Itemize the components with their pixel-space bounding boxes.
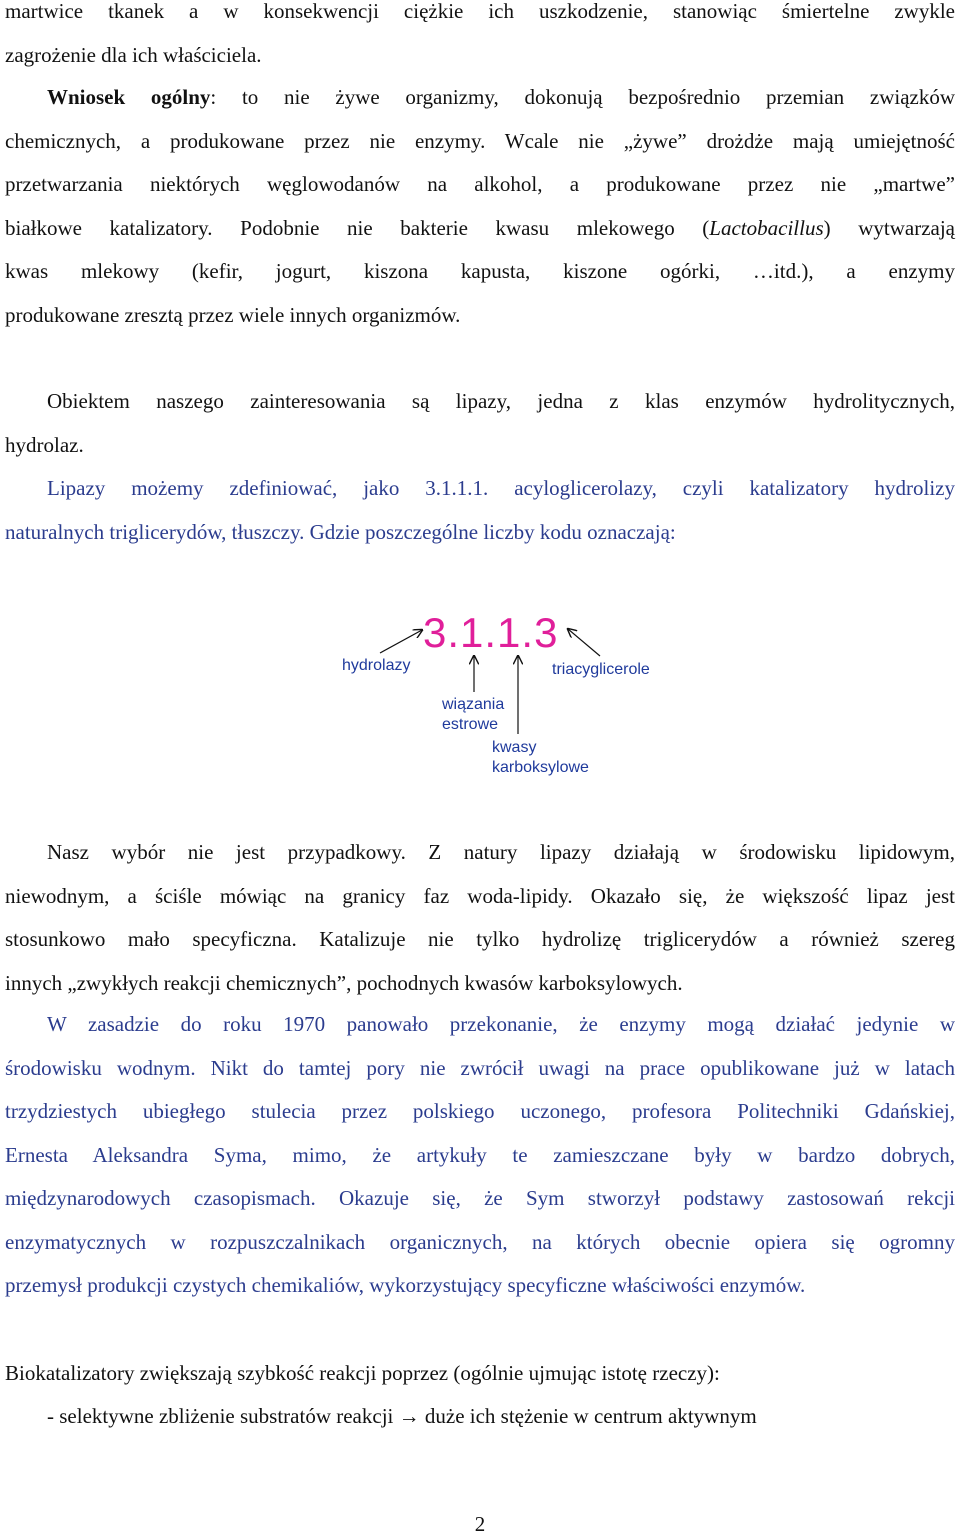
text-line: przetwarzania niektórych węglowodanów na alkohol, a produkowane przez nie „martwe” (5, 172, 955, 196)
text-fragment: : to nie żywe organizmy, dokonują bezpośrednio przemian związków (210, 85, 955, 109)
biocatalyst-statement: Biokatalizatory zwiększają szybkość reakcji poprzez (ogólnie ujmując istotę rzeczy): (5, 1361, 720, 1385)
text-line: produkowane zresztą przez wiele innych organizmów. (5, 302, 461, 327)
label-estrowe: estrowe (442, 716, 499, 733)
text-line: martwice tkanek a w konsekwencji ciężkie ich uszkodzenie, stanowiąc śmiertelne zwykle (5, 0, 955, 23)
paragraph-intro-end (5, 0, 955, 77)
text-line: hydrolaz. (5, 432, 84, 457)
ec-code-diagram (330, 600, 690, 790)
text-line: białkowe katalizatory. Podobnie nie bakterie kwasu mlekowego (Lactobacillus) wytwarzają (5, 215, 955, 240)
label-kwasy: kwasy (492, 739, 537, 756)
paragraph-lipases-intro (5, 380, 955, 467)
label-wiazania: wiązania (442, 696, 505, 713)
paragraph-lipase-environment (5, 831, 955, 1005)
text-line: niewodnym, a ściśle mówiąc na granicy faz woda-lipidy. Okazało się, że większość lipaz jest (5, 883, 955, 908)
bold-heading: Wniosek ogólny (47, 85, 211, 109)
text-line: innych „zwykłych reakcji chemicznych”, pochodnych kwasów karboksylowych. (5, 970, 683, 995)
label-hydrolazy: hydrolazy (342, 657, 411, 674)
arrow-triacyglicerole (568, 629, 600, 656)
label-karboksylowe: karboksylowe (492, 759, 589, 776)
text-line: naturalnych triglicerydów, tłuszczy. Gdzie poszczególne liczby kodu oznaczają: (5, 519, 676, 544)
paragraph-lipase-definition (5, 467, 955, 554)
text-line: chemicznych, a produkowane przez nie enzymy. Wcale nie „żywe” drożdże mają umiejętność (5, 128, 955, 153)
text-line (5, 76, 955, 120)
paragraph-history-sym (5, 1003, 955, 1308)
text-line: trzydziestych ubiegłego stulecia przez polskiego uczonego, profesora Politechniki Gdańskiej, (5, 1099, 955, 1123)
arrow-right-icon: → (398, 1404, 420, 1428)
text-line: Nasz wybór nie jest przypadkowy. Z natury lipazy działają w środowisku lipidowym, (47, 840, 955, 864)
text-line: enzymatycznych w rozpuszczalnikach organicznych, na których obecnie opiera się ogromny (5, 1229, 955, 1254)
text-line: kwas mlekowy (kefir, jogurt, kiszona kapusta, kiszone ogórki, …itd.), a enzymy (5, 259, 955, 283)
list-item-text: duże ich stężenie w centrum aktywnym (424, 1404, 757, 1428)
text-line: Obiektem naszego zainteresowania są lipazy, jedna z klas enzymów hydrolitycznych, (47, 389, 955, 413)
text-line: stosunkowo mało specyficzna. Katalizuje nie tylko hydrolizę triglicerydów a również szereg (5, 927, 955, 951)
text-line: przemysł produkcji czystych chemikaliów, wykorzystujący specyficzne właściwości enzymów. (5, 1273, 806, 1297)
arrow-hydrolazy (380, 630, 422, 653)
diagram-arrows (330, 600, 690, 790)
text-line: środowisku wodnym. Nikt do tamtej pory nie zwrócił uwagi na prace opublikowane już w latach (5, 1055, 955, 1080)
paragraph-conclusion (5, 76, 955, 337)
text-line: W zasadzie do roku 1970 panowało przekonanie, że enzymy mogą działać jedynie w (47, 1012, 955, 1036)
ec-code: 3.1.1.3 (423, 609, 559, 656)
genus-name: Lactobacillus (709, 215, 824, 240)
text-line: zagrożenie dla ich właściciela. (5, 42, 262, 67)
label-triacyglicerole: triacyglicerole (552, 661, 650, 678)
text-line: międzynarodowych czasopismach. Okazuje się, że Sym stworzył podstawy zastosowań rekcji (5, 1186, 955, 1210)
text-line: Lipazy możemy zdefiniować, jako 3.1.1.1. acyloglicerolazy, czyli katalizatory hydrolizy (47, 476, 955, 500)
text-line: Ernesta Aleksandra Syma, mimo, że artykuły te zamieszczane były w bardzo dobrych, (5, 1142, 955, 1167)
list-item (47, 1404, 757, 1428)
list-item-text: - selektywne zbliżenie substratów reakcji (47, 1404, 394, 1428)
page-number: 2 (474, 1512, 486, 1536)
